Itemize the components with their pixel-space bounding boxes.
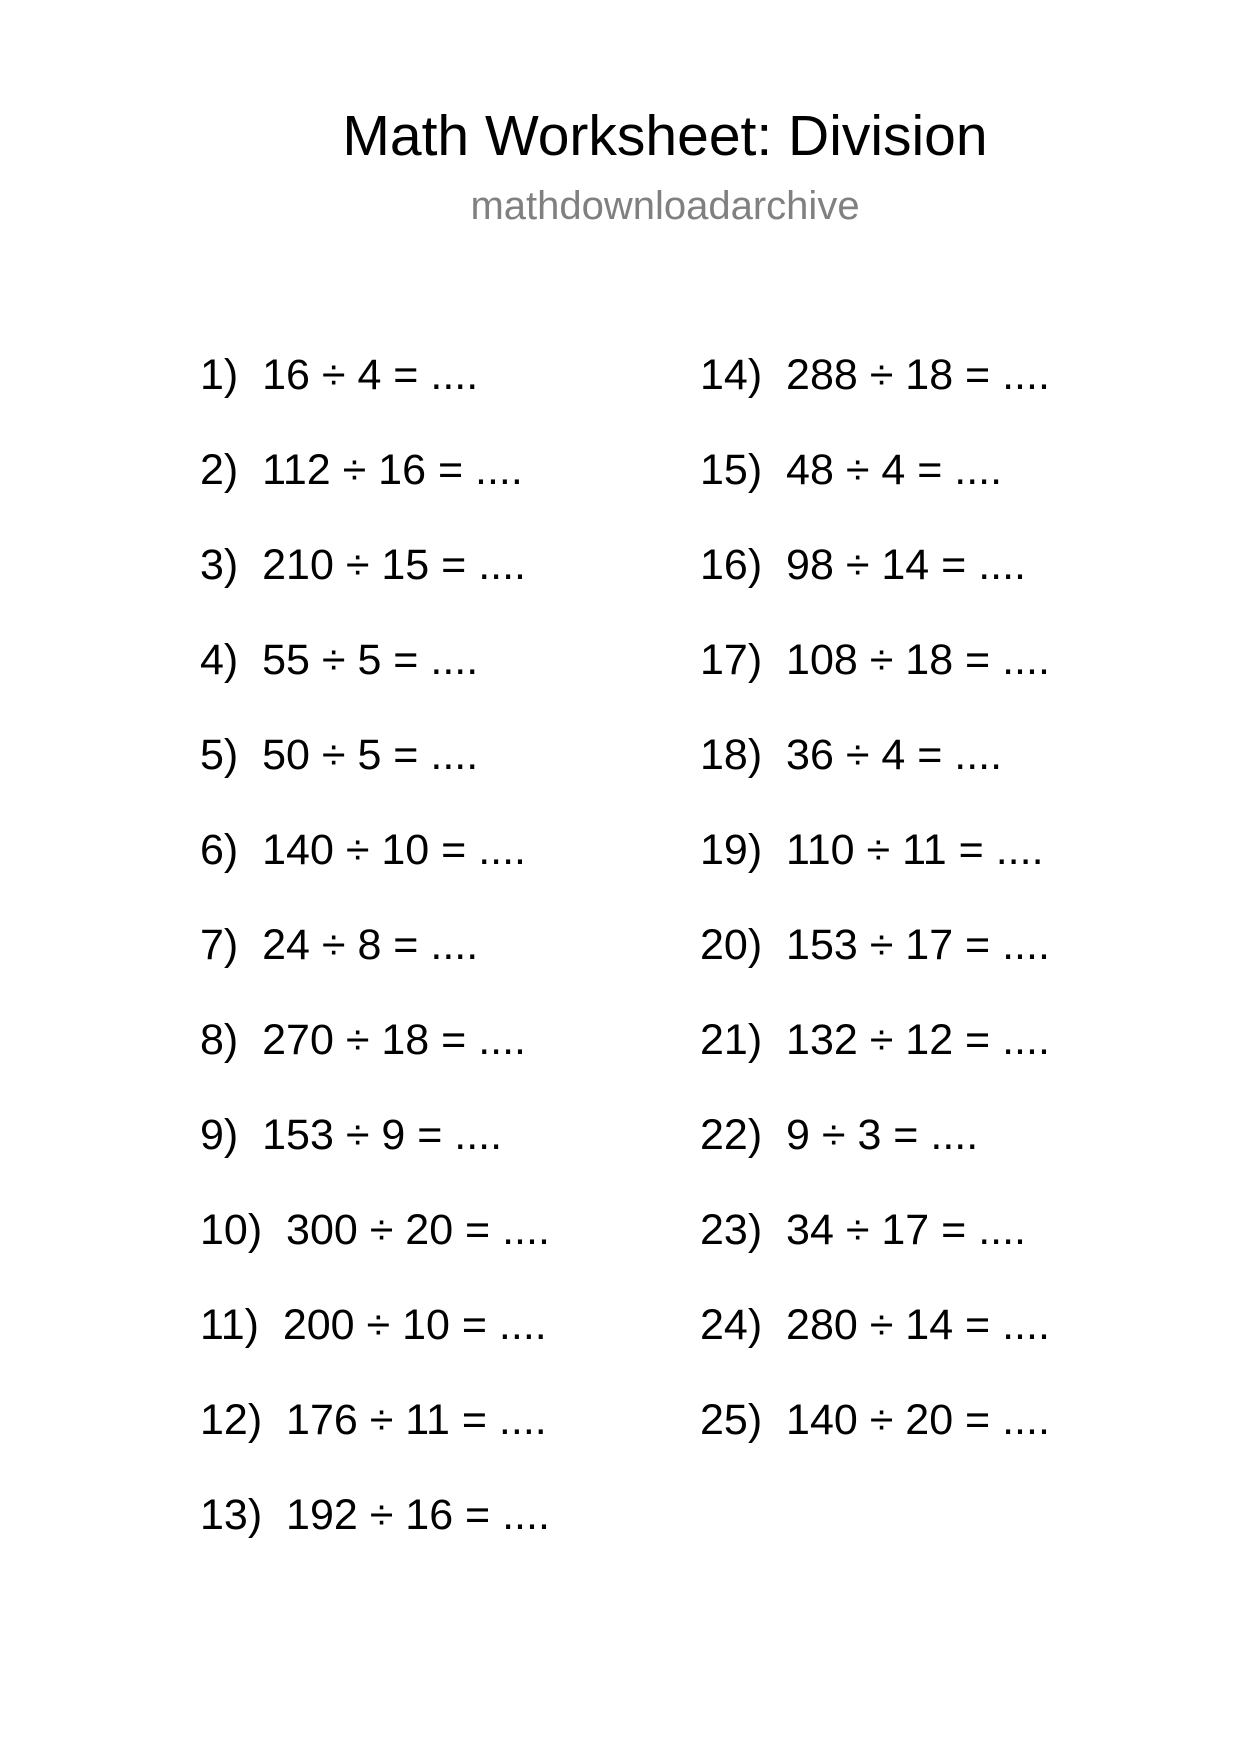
problem-11: 11) 200 ÷ 10 = .... (200, 1301, 547, 1349)
problem-17: 17) 108 ÷ 18 = .... (700, 636, 1050, 684)
problem-3: 3) 210 ÷ 15 = .... (200, 541, 526, 589)
problem-2: 2) 112 ÷ 16 = .... (200, 446, 523, 494)
problem-9: 9) 153 ÷ 9 = .... (200, 1111, 503, 1159)
problem-12: 12) 176 ÷ 11 = .... (200, 1396, 547, 1444)
page-title: Math Worksheet: Division (342, 104, 988, 168)
problem-6: 6) 140 ÷ 10 = .... (200, 826, 526, 874)
problem-24: 24) 280 ÷ 14 = .... (700, 1301, 1050, 1349)
page-subtitle: mathdownloadarchive (470, 184, 860, 228)
problem-22: 22) 9 ÷ 3 = .... (700, 1111, 979, 1159)
problem-5: 5) 50 ÷ 5 = .... (200, 731, 479, 779)
problem-16: 16) 98 ÷ 14 = .... (700, 541, 1026, 589)
problem-10: 10) 300 ÷ 20 = .... (200, 1206, 550, 1254)
problem-21: 21) 132 ÷ 12 = .... (700, 1016, 1050, 1064)
problem-8: 8) 270 ÷ 18 = .... (200, 1016, 526, 1064)
problem-15: 15) 48 ÷ 4 = .... (700, 446, 1003, 494)
problem-20: 20) 153 ÷ 17 = .... (700, 921, 1050, 969)
problem-1: 1) 16 ÷ 4 = .... (200, 351, 479, 399)
problem-18: 18) 36 ÷ 4 = .... (700, 731, 1003, 779)
problem-4: 4) 55 ÷ 5 = .... (200, 636, 479, 684)
problem-23: 23) 34 ÷ 17 = .... (700, 1206, 1026, 1254)
problems-left-column (200, 345, 550, 1580)
problems-right-column (700, 345, 1050, 1485)
problem-7: 7) 24 ÷ 8 = .... (200, 921, 479, 969)
problem-13: 13) 192 ÷ 16 = .... (200, 1491, 550, 1539)
problem-25: 25) 140 ÷ 20 = .... (700, 1396, 1050, 1444)
problem-14: 14) 288 ÷ 18 = .... (700, 351, 1050, 399)
problem-19: 19) 110 ÷ 11 = .... (700, 826, 1044, 874)
